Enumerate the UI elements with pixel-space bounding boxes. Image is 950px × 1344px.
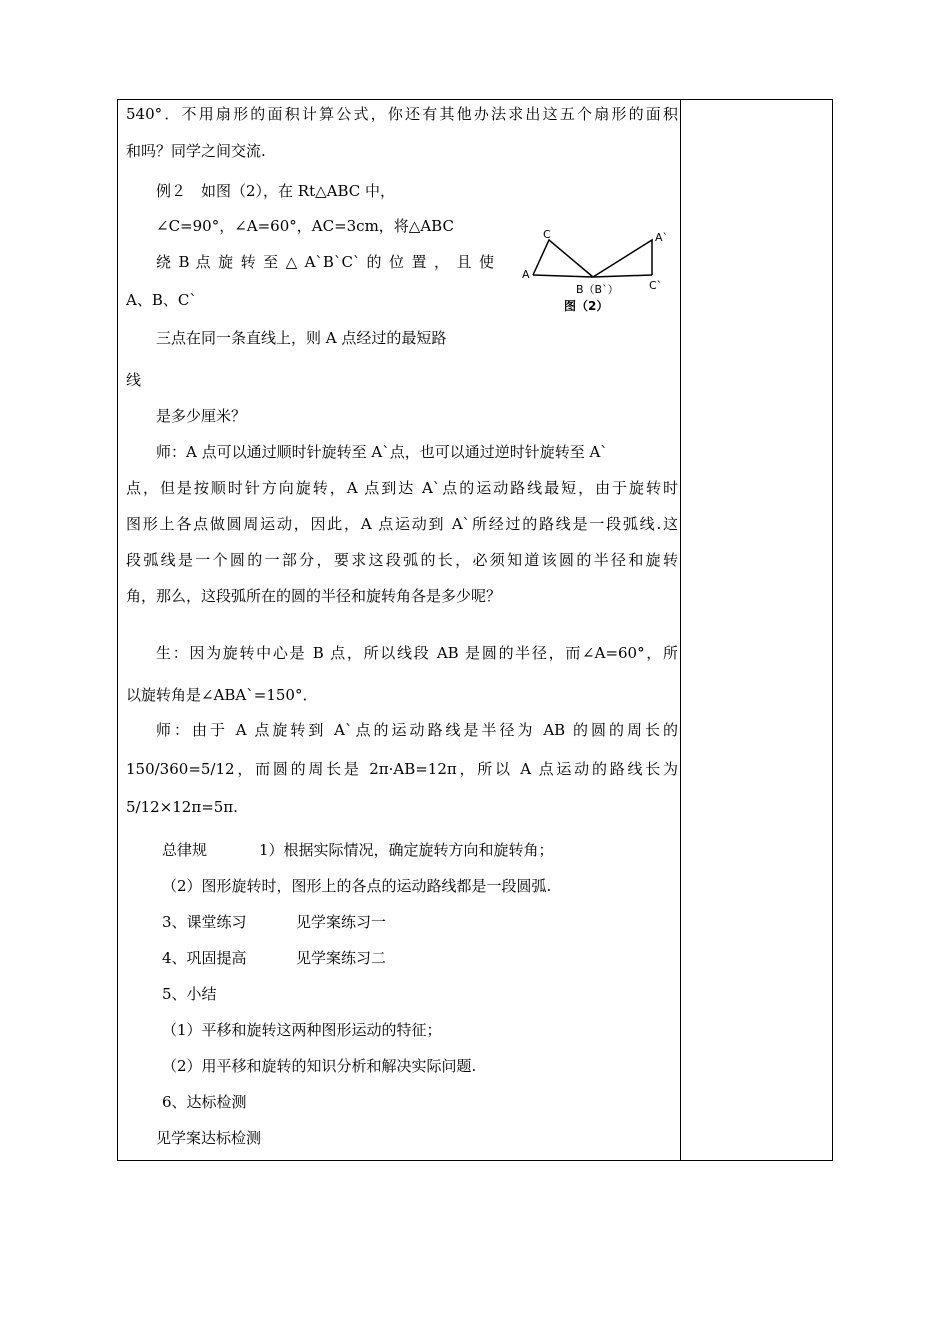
label-a-prime: A`: [655, 231, 669, 244]
section-heading: 5、小结: [162, 985, 217, 1003]
figure-caption: 图（2）: [564, 299, 609, 313]
text-line: 540°．不用扇形的面积计算公式，你还有其他办法求出这五个扇形的面积: [126, 105, 678, 123]
text-line: 师：由于 A 点旋转到 A`点的运动路线是半径为 AB 的圆的周长的: [156, 721, 678, 739]
text-line: 段弧线是一个圆的一部分，要求这段弧的长，必须知道该圆的半径和旋转: [126, 551, 678, 569]
text-line: 见学案练习一: [296, 913, 387, 931]
text-line: 三点在同一条直线上，则 A 点经过的最短路: [156, 329, 447, 347]
label-b: B（B`）: [576, 283, 619, 296]
text-line: 150/360=5/12，而圆的周长是 2π·AB=12π，所以 A 点运动的路线长为: [126, 760, 678, 778]
text-line: 和吗？同学之间交流.: [126, 142, 266, 160]
text-line: （2）图形旋转时，图形上的各点的运动路线都是一段圆弧.: [162, 877, 552, 895]
text-line: ∠C=90°，∠A=60°，AC=3cm，将△ABC: [156, 217, 454, 235]
text-line: A、B、C`: [126, 291, 197, 309]
text-line: 见学案练习二: [296, 949, 387, 967]
line-b-c2: [593, 275, 652, 277]
rotation-figure: [521, 227, 671, 319]
text-line: 绕 B 点 旋 转 至 △ A`B`C` 的 位 置 ， 且 使: [156, 253, 494, 271]
text-line: 5/12×12π=5π.: [126, 798, 238, 816]
label-c: C: [543, 228, 551, 241]
label-a: A: [522, 268, 530, 281]
example-heading: 例２ 如图（2），在 Rt△ABC 中，: [156, 182, 396, 200]
label-c-prime: C`: [649, 279, 663, 292]
triangle-a2b2c2: [593, 240, 652, 277]
summary-label: 总律规: [162, 841, 208, 859]
section-heading: 4、巩固提高: [162, 949, 247, 967]
text-line: 生：因为旋转中心是 B 点，所以线段 AB 是圆的半径，而∠A=60°，所: [156, 644, 678, 662]
text-line: 1）根据实际情况，确定旋转方向和旋转角；: [259, 841, 554, 859]
column-divider: [680, 100, 681, 1160]
text-line: 线: [126, 371, 142, 389]
section-heading: 6、达标检测: [162, 1093, 247, 1111]
lesson-table: [117, 99, 833, 1161]
text-line: 见学案达标检测: [156, 1129, 262, 1147]
section-heading: 3、课堂练习: [162, 913, 247, 931]
text-line: 角，那么，这段弧所在的圆的半径和旋转角各是多少呢？: [126, 587, 502, 605]
text-line: 是多少厘米？: [156, 407, 247, 425]
line-a-b: [533, 275, 593, 277]
text-line: 师：A 点可以通过顺时针旋转至 A`点，也可以通过逆时针旋转至 A`: [156, 443, 608, 461]
triangle-abc: [533, 240, 593, 277]
text-line: （1）平移和旋转这两种图形运动的特征；: [162, 1021, 442, 1039]
text-line: 以旋转角是∠ABA`=150°．: [126, 686, 318, 704]
text-line: 点，但是按顺时针方向旋转，A 点到达 A`点的运动路线最短，由于旋转时: [126, 479, 678, 497]
text-line: 图形上各点做圆周运动，因此，A 点运动到 A`所经过的路线是一段弧线.这: [126, 515, 678, 533]
text-line: （2）用平移和旋转的知识分析和解决实际问题.: [162, 1057, 477, 1075]
